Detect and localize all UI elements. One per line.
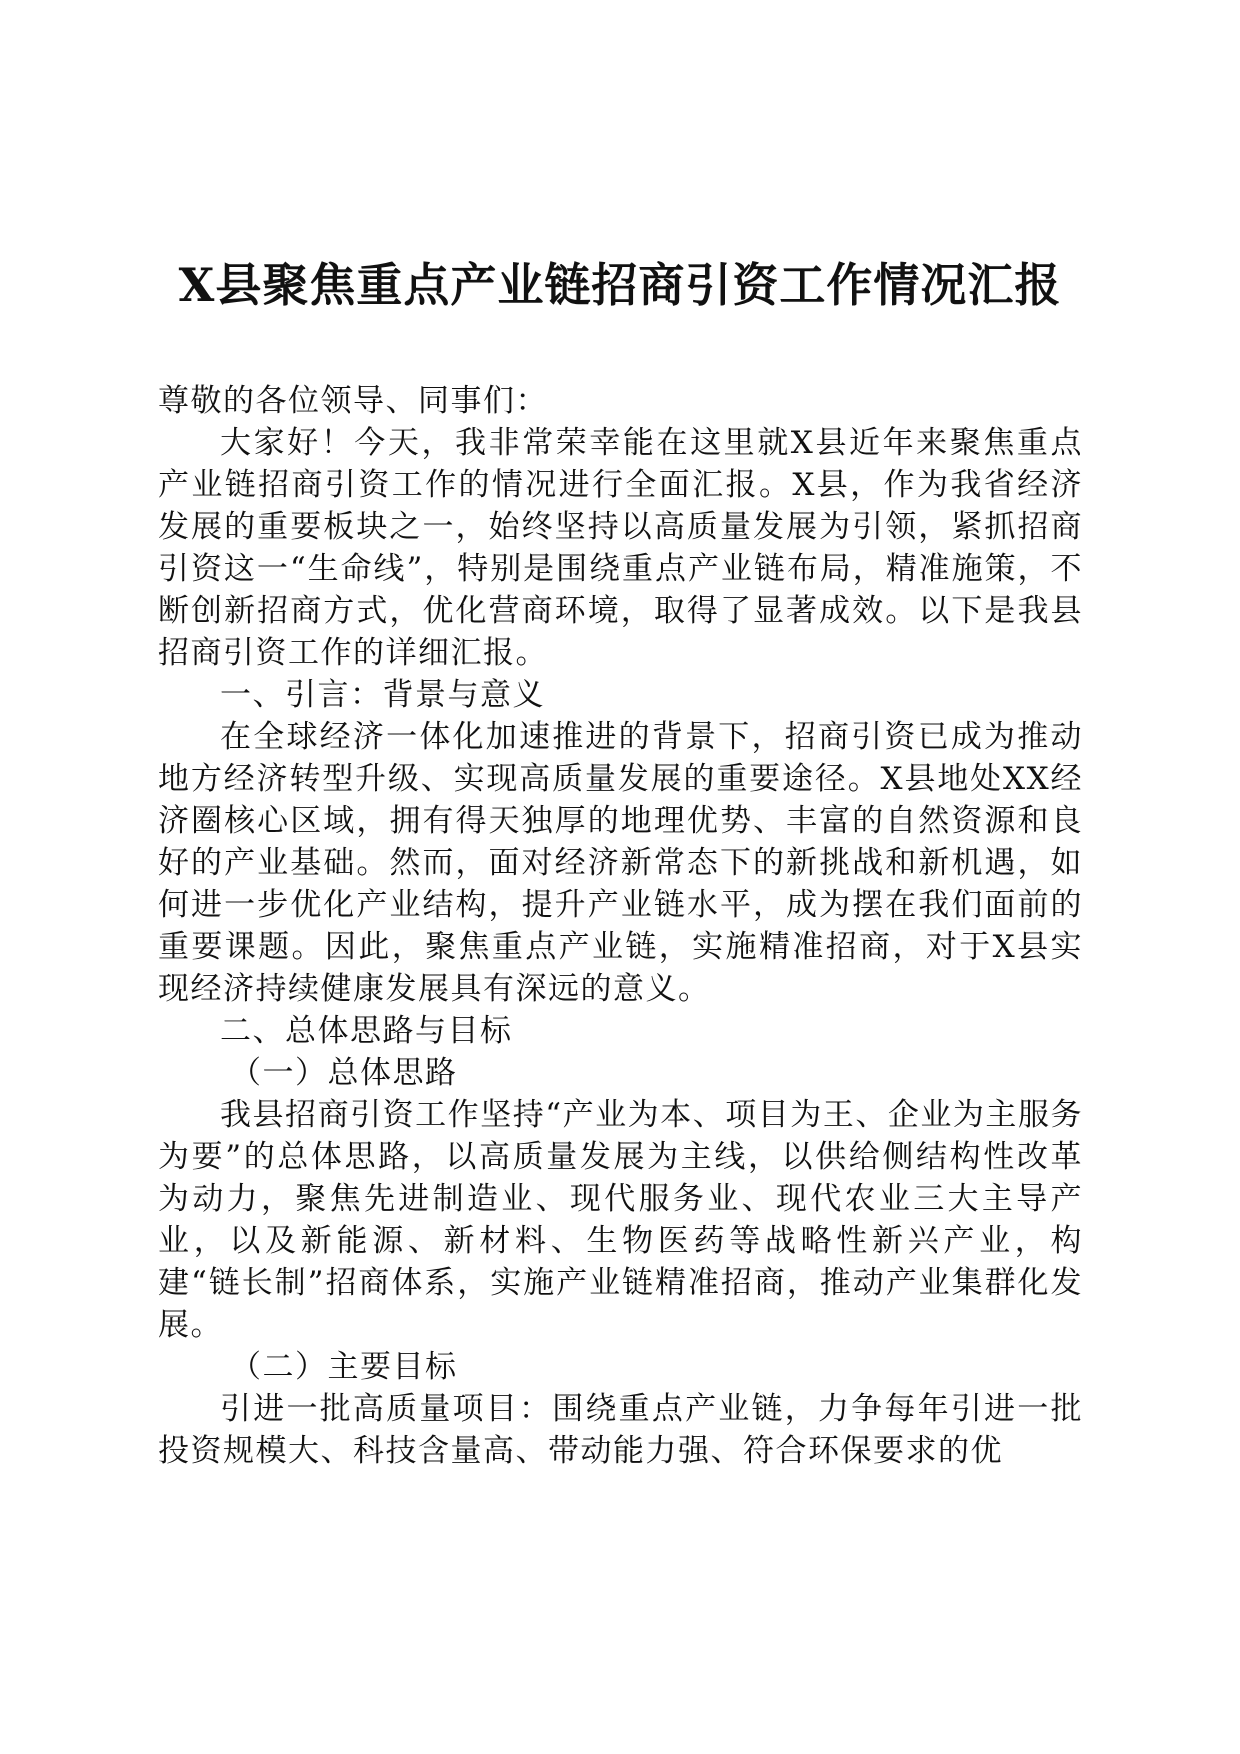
subsection-paragraph-goals: 引进一批高质量项目：围绕重点产业链，力争每年引进一批投资规模大、科技含量高、带动能力强、符合环保要求的优 [158, 1391, 1083, 1469]
subsection-heading-goals: （二）主要目标 [230, 1349, 458, 1385]
salutation: 尊敬的各位领导、同事们： [158, 383, 548, 419]
document-body [158, 380, 1083, 1472]
intro-paragraph: 大家好！今天，我非常荣幸能在这里就X县近年来聚焦重点产业链招商引资工作的情况进行全面汇报。X县，作为我省经济发展的重要板块之一，始终坚持以高质量发展为引领，紧抓招商引资这一“生命线”，特别是围绕重点产业链布局，精准施策，不断创新招商方式，优化营商环境，取得了显著成效。以下是我县招商引资工作的详细汇报。 [158, 425, 1083, 671]
section-heading-overall: 二、总体思路与目标 [220, 1013, 513, 1049]
document-title: X县聚焦重点产业链招商引资工作情况汇报 [178, 258, 1062, 312]
subsection-paragraph-approach: 我县招商引资工作坚持“产业为本、项目为王、企业为主服务为要”的总体思路，以高质量发展为主线，以供给侧结构性改革为动力，聚焦先进制造业、现代服务业、现代农业三大主导产业，以及新能源、新材料、生物医药等战略性新兴产业，构建“链长制”招商体系，实施产业链精准招商，推动产业集群化发展。 [158, 1097, 1083, 1343]
section-heading-background: 一、引言：背景与意义 [220, 677, 545, 713]
section-paragraph-background: 在全球经济一体化加速推进的背景下，招商引资已成为推动地方经济转型升级、实现高质量发展的重要途径。X县地处XX经济圈核心区域，拥有得天独厚的地理优势、丰富的自然资源和良好的产业基础。然而，面对经济新常态下的新挑战和新机遇，如何进一步优化产业结构，提升产业链水平，成为摆在我们面前的重要课题。因此，聚焦重点产业链，实施精准招商，对于X县实现经济持续健康发展具有深远的意义。 [158, 719, 1083, 1007]
subsection-heading-approach: （一）总体思路 [230, 1055, 458, 1091]
